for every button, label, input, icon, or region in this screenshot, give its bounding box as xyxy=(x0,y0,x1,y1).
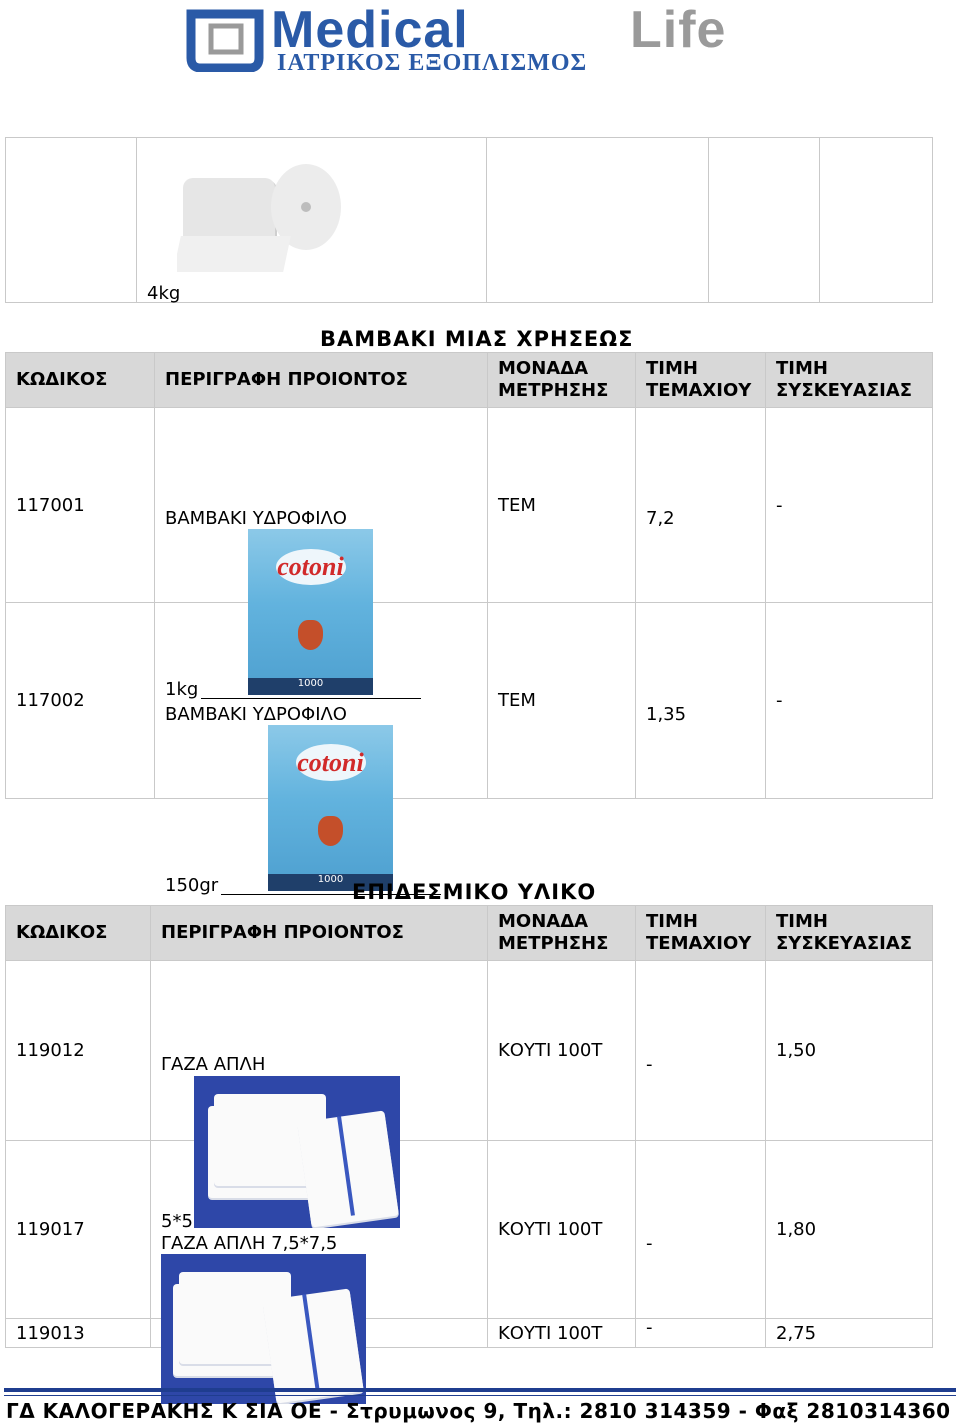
logo-subtitle: ΙΑΤΡΙΚΟΣ ΕΞΟΠΛΙΣΜΟΣ xyxy=(277,50,588,76)
table-row xyxy=(6,1319,933,1348)
unit-of-measure: ΚΟΥΤΙ 100Τ xyxy=(488,1141,636,1319)
cotton-package-image: cotoni 1000 xyxy=(268,725,393,891)
package-price: 2,75 xyxy=(766,1319,933,1348)
header-unit: ΜΟΝΑΔΑ ΜΕΤΡΗΣΗΣ xyxy=(488,353,636,408)
product-code: 119017 xyxy=(6,1141,151,1319)
product-name: ΓΑΖΑ ΑΠΛΗ xyxy=(161,1053,266,1075)
product-name: ΒΑΜΒΑΚΙ ΥΔΡΟΦΙΛΟ xyxy=(165,508,347,529)
product-code: 119012 xyxy=(6,961,151,1141)
header-unit-price: ΤΙΜΗ ΤΕΜΑΧΙΟΥ xyxy=(636,906,766,961)
product-name: ΒΑΜΒΑΚΙ ΥΔΡΟΦΙΛΟ xyxy=(165,703,347,725)
logo-emblem-icon xyxy=(185,8,265,72)
gauze-pads-image xyxy=(194,1076,400,1228)
unit-of-measure: TEM xyxy=(488,408,636,603)
product-size: 5*5 xyxy=(161,1210,193,1232)
product-name: ΓΑΖΑ ΑΠΛΗ 7,5*7,5 xyxy=(161,1232,338,1254)
unit-of-measure: ΚΟΥΤΙ 100Τ xyxy=(488,1319,636,1348)
footer-company-info: ΓΔ ΚΑΛΟΓΕΡΑΚΗΣ Κ ΣΙΑ ΟΕ - Στρυμωνος 9, Τηλ.: 2810 314359 - Φαξ 2810314360 xyxy=(6,1399,951,1423)
section-title-bandages: ΕΠΙΔΕΣΜΙΚΟ ΥΛΙΚΟ xyxy=(352,880,597,904)
header-code: ΚΩΔΙΚΟΣ xyxy=(6,906,151,961)
header-package-price: ΤΙΜΗ ΣΥΣΚΕΥΑΣΙΑΣ xyxy=(766,353,933,408)
product-code: 119013 xyxy=(6,1319,151,1348)
company-logo xyxy=(185,1,775,78)
package-price: 1,50 xyxy=(766,961,933,1141)
footer-divider-thick xyxy=(4,1388,956,1392)
table-row xyxy=(6,961,933,1141)
table-row xyxy=(6,408,933,603)
package-price: - xyxy=(766,603,933,799)
header-package-price: ΤΙΜΗ ΣΥΣΚΕΥΑΣΙΑΣ xyxy=(766,906,933,961)
header-code: ΚΩΔΙΚΟΣ xyxy=(6,353,155,408)
footer-divider-thin xyxy=(4,1395,956,1396)
product-code: 117001 xyxy=(6,408,155,603)
unit-price: 7,2 xyxy=(646,508,675,529)
bandage-price-table xyxy=(5,905,933,1348)
header-unit: ΜΟΝΑΔΑ ΜΕΤΡΗΣΗΣ xyxy=(488,906,636,961)
unit-of-measure: TEM xyxy=(488,603,636,799)
table-row xyxy=(6,603,933,799)
package-price: 1,80 xyxy=(766,1141,933,1319)
unit-price: - xyxy=(646,1053,653,1075)
logo-word-medical: Medical xyxy=(271,1,469,59)
cotton-package-image: cotoni 1000 xyxy=(248,529,373,695)
product-code: 117002 xyxy=(6,603,155,799)
unit-price: 1,35 xyxy=(646,703,687,725)
package-price: - xyxy=(766,408,933,603)
unit-of-measure: ΚΟΥΤΙ 100Τ xyxy=(488,961,636,1141)
header-description: ΠΕΡΙΓΡΑΦΗ ΠΡΟΙΟΝΤΟΣ xyxy=(155,353,488,408)
unit-price: - xyxy=(646,1232,653,1254)
table-row xyxy=(6,1141,933,1319)
logo-word-life: Life xyxy=(630,1,727,59)
top-product-block xyxy=(5,137,933,303)
roll-weight: 4kg xyxy=(147,283,181,304)
section-title-cotton: ΒΑΜΒΑΚΙ ΜΙΑΣ ΧΡΗΣΕΩΣ xyxy=(320,327,634,351)
gauze-pads-image xyxy=(161,1254,366,1404)
product-size: 1kg xyxy=(165,679,199,700)
unit-price: - xyxy=(646,1317,653,1338)
product-size: 150gr xyxy=(165,874,219,896)
header-unit-price: ΤΙΜΗ ΤΕΜΑΧΙΟΥ xyxy=(636,353,766,408)
header-description: ΠΕΡΙΓΡΑΦΗ ΠΡΟΙΟΝΤΟΣ xyxy=(151,906,488,961)
cotton-roll-image xyxy=(177,164,347,274)
